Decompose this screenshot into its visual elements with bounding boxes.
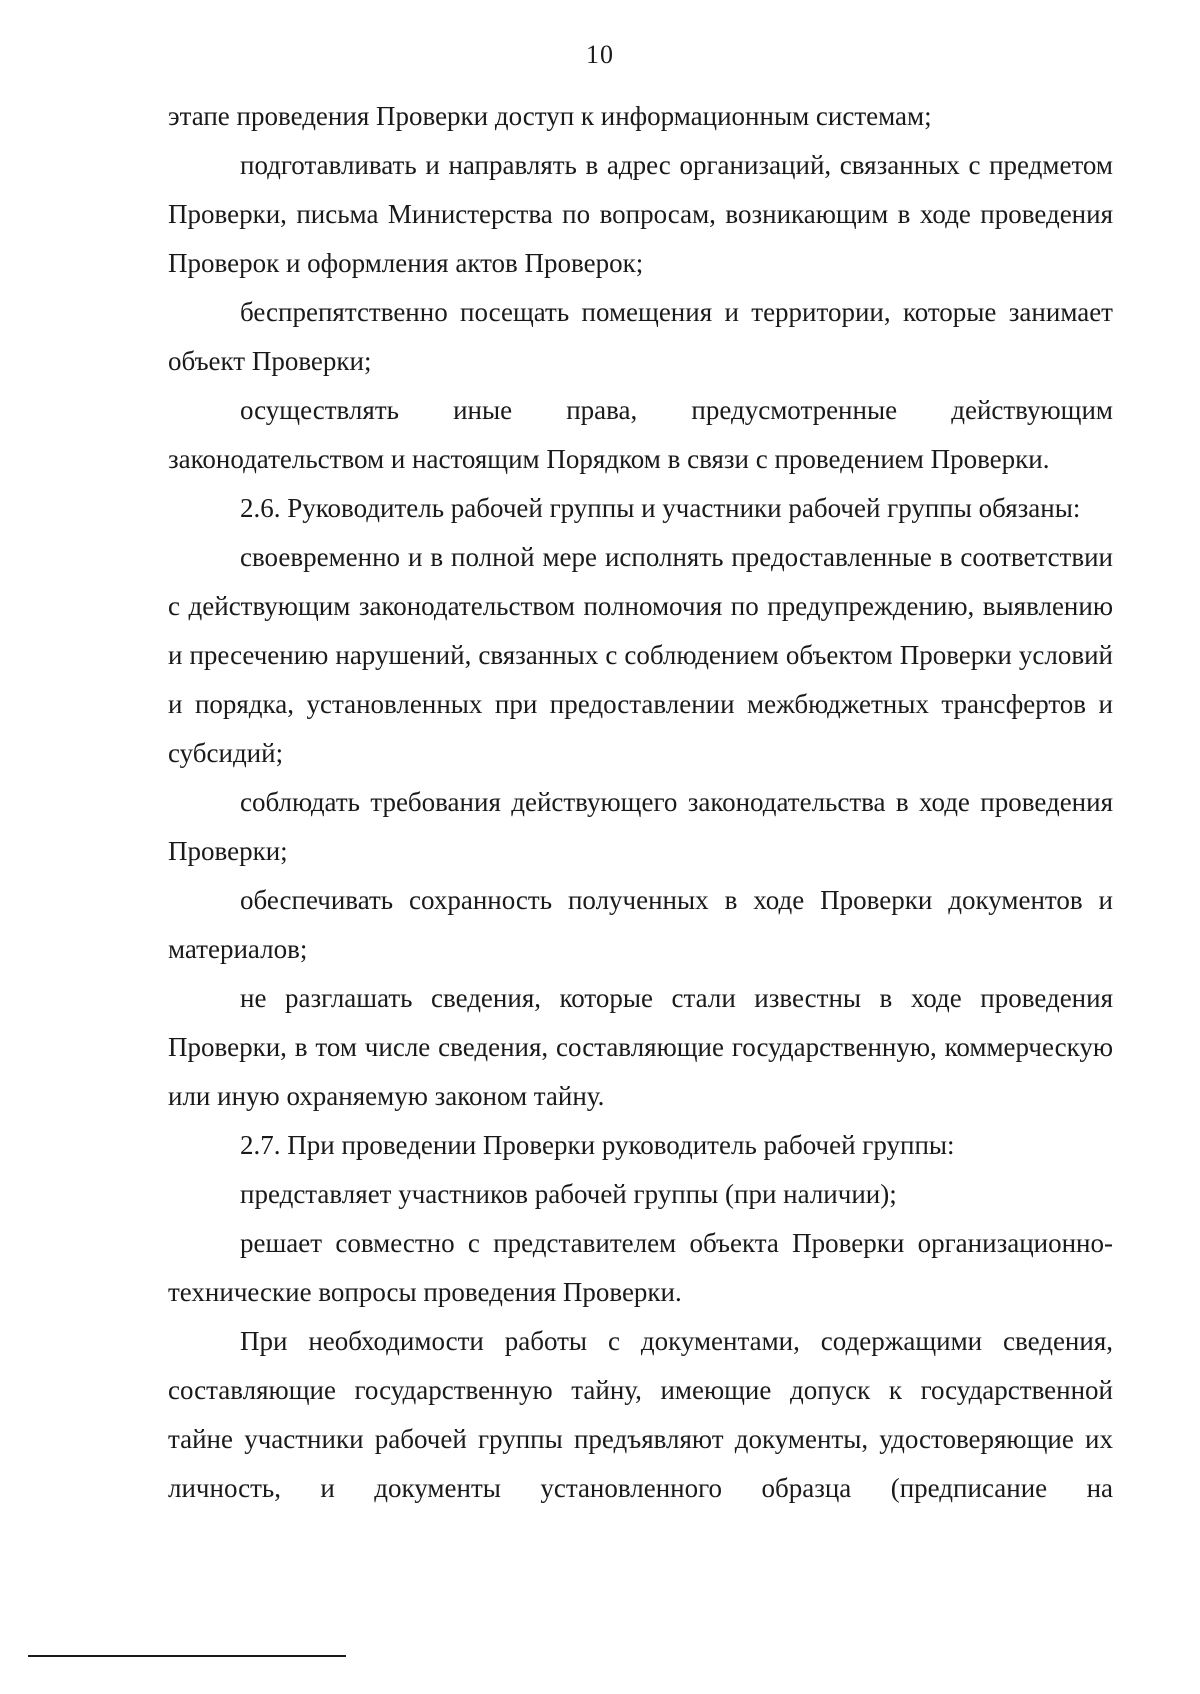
paragraph-8: обеспечивать сохранность полученных в ходе Проверки документов и материалов; xyxy=(168,885,1113,964)
paragraph-12: решает совместно с представителем объекта Проверки организационно-технические вопросы проведения Проверки. xyxy=(168,1228,1113,1307)
paragraph-5: 2.6. Руководитель рабочей группы и участники рабочей группы обязаны: xyxy=(240,493,1081,523)
paragraph-3: беспрепятственно посещать помещения и территории, которые занимает объект Проверки; xyxy=(168,297,1113,376)
paragraph-10: 2.7. При проведении Проверки руководитель рабочей группы: xyxy=(240,1130,955,1160)
paragraph-2: подготавливать и направлять в адрес организаций, связанных с предметом Проверки, письма Министерства по вопросам, возникающим в ходе проведения Проверок и оформления актов Проверок; xyxy=(168,150,1113,278)
body-text xyxy=(168,92,1113,1513)
page-number: 10 xyxy=(586,40,614,69)
paragraph-1: этапе проведения Проверки доступ к информационным системам; xyxy=(168,101,932,131)
paragraph-11: представляет участников рабочей группы (при наличии); xyxy=(240,1179,897,1209)
footnote-separator-line xyxy=(28,1655,346,1657)
paragraph-7: соблюдать требования действующего законодательства в ходе проведения Проверки; xyxy=(168,787,1113,866)
paragraph-13: При необходимости работы с документами, содержащими сведения, составляющие государственную тайну, имеющие допуск к государственной тайне участники рабочей группы предъявляют документы, удостоверяющие их личность, и документы установленного образца (предписание на xyxy=(168,1326,1113,1503)
paragraph-4: осуществлять иные права, предусмотренные действующим законодательством и настоящим Порядком в связи с проведением Проверки. xyxy=(168,395,1113,474)
paragraph-6: своевременно и в полной мере исполнять предоставленные в соответствии с действующим законодательством полномочия по предупреждению, выявлению и пресечению нарушений, связанных с соблюдением объектом Проверки условий и порядка, установленных при предоставлении межбюджетных трансфертов и субсидий; xyxy=(168,542,1113,768)
paragraph-9: не разглашать сведения, которые стали известны в ходе проведения Проверки, в том числе сведения, составляющие государственную, коммерческую или иную охраняемую законом тайну. xyxy=(168,983,1113,1111)
